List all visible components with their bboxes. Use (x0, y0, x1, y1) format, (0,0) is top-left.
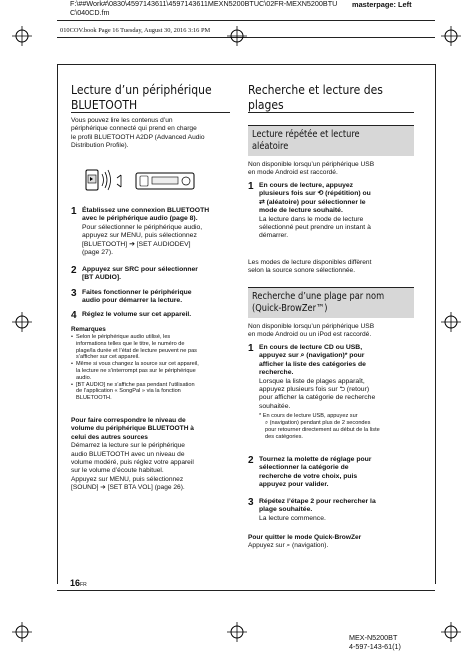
footer-rule (57, 590, 435, 591)
step-detail: [BLUETOOTH] ➔ [SET AUDIODEV] (82, 240, 191, 248)
box-heading (252, 129, 360, 152)
left-title-line: BLUETOOTH (71, 97, 138, 112)
footnote-line: pour retourner directement au début de la liste (265, 426, 380, 433)
step-instruction: audio pour démarrer la lecture. (82, 297, 183, 305)
step-number: 2 (71, 265, 77, 276)
text-line: Les modes de lecture disponibles diffèrent (248, 259, 372, 266)
step-detail: pour afficher la catégorie de recherche (259, 394, 376, 402)
quick-browzer-heading-box (248, 287, 414, 318)
repeat-shuffle-heading-box (248, 125, 414, 156)
step-detail: La lecture dans le mode de lecture (259, 215, 364, 223)
remarks (71, 326, 246, 402)
step-detail: sélectionné peut prendre un instant à (259, 224, 371, 232)
step-instruction: Répétez l’étape 2 pour rechercher la (259, 498, 376, 505)
box-heading-line: Recherche d’une plage par nom (252, 291, 385, 302)
page-number (70, 578, 87, 588)
footnote-line: ⌕ (navigation) pendant plus de 2 secondes (265, 420, 371, 427)
registration-mark-icon (227, 622, 247, 642)
step-instruction: mode de lecture souhaité. (259, 207, 343, 215)
file-path-text: F:\##Work#\0830\4597143611\4597143611MEXN5200BTUC\02FR-MEXN5200BTUC\040CD.fm (70, 0, 338, 17)
step-number: 4 (71, 310, 77, 321)
step-number: 3 (248, 497, 254, 508)
step-instruction: recherche. (259, 369, 294, 377)
phone-to-car-stereo-illustration (84, 167, 204, 197)
registration-mark-icon (441, 26, 461, 46)
remark-item: • Selon le périphérique audio utilisé, les informations telles que le titre, le numéro de plage/la durée et l’état de lecture peuvent ne pas s’afficher sur cet appareil. (71, 334, 197, 361)
footnote-line: des catégories. (265, 433, 303, 440)
intro-line: Distribution Profile). (71, 142, 129, 150)
left-margin-rule (57, 64, 58, 584)
model-info (349, 633, 401, 651)
registration-mark-icon (441, 312, 461, 332)
quit-title: Pour quitter le mode Quick-BrowZer (248, 534, 362, 541)
remark-line: [BT AUDIO] ne s’affiche pas pendant l’utilisation (76, 381, 195, 388)
step-instruction: avec le périphérique audio (page 8). (82, 215, 198, 223)
remark-line: s’afficher sur cet appareil. (76, 354, 140, 361)
subsection-title: Pour faire correspondre le niveau de (71, 417, 186, 424)
box1-after (248, 259, 423, 276)
left-intro (71, 117, 205, 151)
remark-item: • [BT AUDIO] ne s’affiche pas pendant l’utilisation de l’application « SongPal » via la fonction BLUETOOTH. (71, 381, 195, 402)
footnote-line: * En cours de lecture USB, appuyez sur (259, 413, 358, 420)
step-instruction: Appuyez sur SRC pour sélectionner (82, 266, 198, 273)
step-instruction: Réglez le volume sur cet appareil. (82, 311, 192, 318)
box-heading-line: (Quick-BrowZer™) (252, 302, 328, 314)
step-detail: appuyez plusieurs fois sur ⮌ (retour) (259, 386, 370, 394)
right-title-line: Recherche et lecture des (248, 82, 383, 97)
box-heading-line: aléatoire (252, 140, 289, 152)
left-title (71, 82, 261, 112)
step-instruction: En cours de lecture, appuyez (259, 182, 354, 189)
step-instruction: plusieurs fois sur ⟲ (répétition) ou (259, 190, 371, 198)
right-title-rule (248, 112, 414, 113)
step-instruction: recherche de votre choix, puis (259, 472, 358, 480)
left-title-line: Lecture d’un périphérique (71, 82, 212, 97)
text-line: selon la source sonore sélectionnée. (248, 267, 356, 275)
subsection-text: [SOUND] ➔ [SET BTA VOL] (page 26). (71, 484, 185, 492)
remark-line: Même si vous changez la source sur cet appareil, (76, 361, 199, 368)
box2-intro (248, 323, 423, 340)
step-detail: démarrer. (259, 232, 289, 240)
step-instruction: [BT AUDIO]. (82, 274, 122, 282)
step-detail: Lorsque la liste de plages apparaît, (259, 377, 365, 385)
book-line: 010COV.book Page 16 Tuesday, August 30, 2016 3:16 PM (60, 27, 211, 34)
step-detail: (page 27). (82, 249, 113, 257)
registration-mark-icon (12, 26, 32, 46)
volume-match-section (71, 417, 246, 493)
right-margin-rule (435, 64, 436, 584)
subsection-text: Appuyez sur MENU, puis sélectionnez (71, 475, 184, 483)
step-instruction: Établissez une connexion BLUETOOTH (82, 207, 210, 214)
step-detail: appuyez sur MENU, puis sélectionnez (82, 232, 197, 240)
step-number: 1 (71, 206, 77, 217)
registration-mark-icon (12, 312, 32, 332)
registration-mark-icon (441, 622, 461, 642)
box-heading (252, 291, 384, 314)
step-instruction: appuyez sur ⌕ (navigation)* pour (259, 352, 365, 360)
page-number-value: 16 (70, 578, 81, 588)
right-title-line: plages (248, 97, 284, 112)
intro-line: Non disponible lorsqu’un périphérique USB (248, 161, 375, 168)
step-instruction: afficher la liste des catégories de (259, 360, 366, 368)
left-title-rule (71, 112, 230, 113)
step-number: 1 (248, 181, 254, 192)
model-name: MEX-N5200BT (349, 633, 398, 642)
file-path (70, 0, 340, 17)
part-number: 4-597-143-61(1) (349, 642, 401, 651)
subsection-text: sur le volume d’écoute habituel. (71, 467, 164, 475)
remark-line: de l’application « SongPal » via la fonction (76, 388, 181, 395)
remarks-title: Remarques (71, 326, 106, 333)
subsection-text: audio BLUETOOTH avec un niveau de (71, 450, 185, 458)
masterpage-label: masterpage: Left (352, 0, 412, 9)
box1-intro (248, 161, 423, 178)
remark-item: • Même si vous changez la source sur cet appareil, la lecture ne s’interrompt pas sur le périphérique audio. (71, 361, 199, 381)
remark-line: plage/la durée et l’état de lecture peuvent ne pas (76, 347, 197, 354)
step-instruction: Tournez la molette de réglage pour (259, 456, 372, 463)
intro-line: Vous pouvez lire les contenus d’un (71, 117, 173, 124)
quit-text: Appuyez sur ⌕ (navigation). (248, 542, 329, 550)
intro-line: Non disponible lorsqu’un périphérique USB (248, 323, 375, 330)
subsection-title: celui des autres sources (71, 433, 148, 441)
step-number: 2 (248, 455, 254, 466)
page-language: FR (80, 582, 87, 588)
subsection-text: volume modéré, puis réglez votre appareil (71, 459, 194, 467)
quit-section (248, 534, 428, 551)
step-number: 1 (248, 343, 254, 354)
registration-mark-icon (227, 26, 247, 46)
step-instruction: En cours de lecture CD ou USB, (259, 344, 363, 351)
registration-mark-icon (12, 622, 32, 642)
subsection-text: Démarrez la lecture sur le périphérique (71, 442, 185, 450)
intro-line: en mode Android ou un iPod est raccordé. (248, 331, 372, 339)
subsection-title: volume du périphérique BLUETOOTH à (71, 425, 194, 433)
remark-line: audio. (76, 374, 92, 381)
header-rule (57, 20, 435, 21)
step-instruction: ⇄ (aléatoire) pour sélectionner le (259, 198, 366, 206)
step-footnote (259, 413, 380, 440)
step-detail: souhaitée. (259, 402, 291, 410)
remark-line: la lecture ne s’interrompt pas sur le périphérique (76, 367, 196, 374)
box-heading-line: Lecture répétée et lecture (252, 129, 360, 140)
step-instruction: Faites fonctionner le périphérique (82, 289, 192, 296)
step-detail: La lecture commence. (259, 514, 326, 522)
top-rule (57, 64, 435, 65)
intro-line: le profil BLUETOOTH A2DP (Advanced Audio (71, 133, 205, 141)
step-detail: Pour sélectionner le périphérique audio, (82, 223, 203, 231)
step-instruction: plage souhaitée. (259, 506, 313, 514)
remark-line: Selon le périphérique audio utilisé, les (76, 334, 171, 340)
step-instruction: sélectionner la catégorie de (259, 464, 349, 472)
intro-line: périphérique connecté qui prend en charge (71, 125, 197, 133)
remark-line: BLUETOOTH. (76, 395, 112, 402)
step-number: 3 (71, 288, 77, 299)
step-instruction: appuyez pour valider. (259, 481, 329, 489)
intro-line: en mode Android est raccordé. (248, 169, 338, 177)
right-title (248, 82, 438, 112)
remark-line: informations telles que le titre, le numéro de (76, 340, 185, 347)
